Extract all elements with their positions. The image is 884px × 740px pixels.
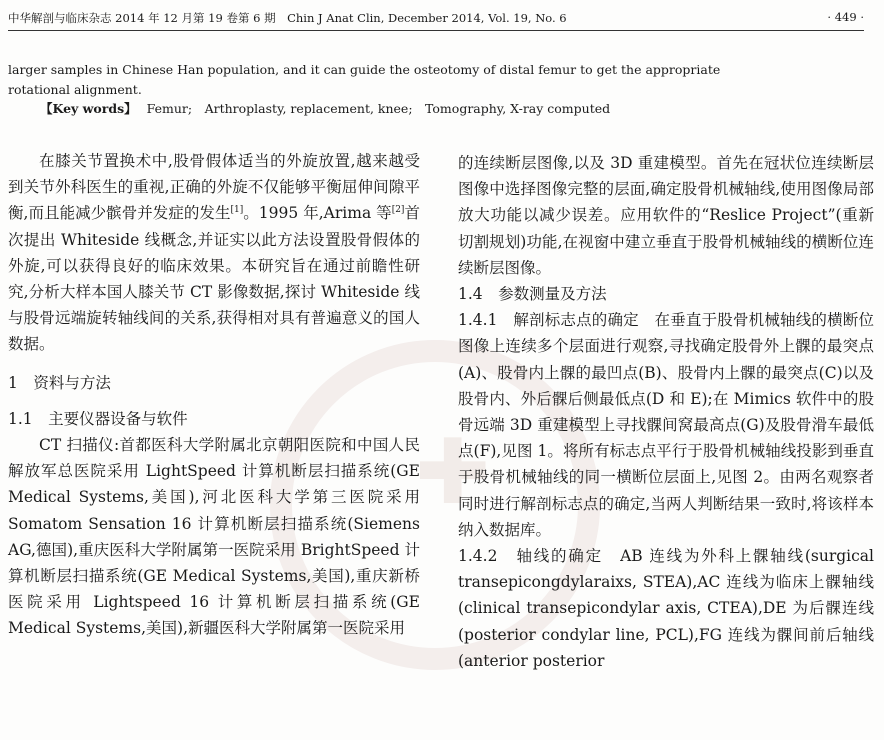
citation-1: [1] — [230, 205, 244, 216]
intro-text-c: 首次提出 Whiteside 线概念,并证实以此方法设置股骨假体的外旋,可以获得良好的临床效果。本研究旨在通过前瞻性研究,分析大样本国人膝关节 CT 影像数据,探讨 Whiteside 线与股骨远端旋转轴线间的关系,获得相对具有普遍意义的国人数据。 — [8, 204, 420, 354]
left-column — [8, 148, 420, 642]
keywords-text: Femur; Arthroplasty, replacement, knee; Tomography, X-ray computed — [146, 101, 611, 116]
intro-paragraph — [8, 148, 420, 358]
citation-2: [2] — [391, 205, 405, 216]
intro-text-a: 在膝关节置换术中,股骨假体适当的外旋放置,越来越受到关节外科医生的重视,正确的外旋不仅能够平衡屈伸间隙平衡,而且能减少髌骨并发症的发生 — [8, 152, 420, 223]
section-heading-methods: 1 资料与方法 — [8, 373, 111, 392]
running-header — [8, 8, 864, 31]
intro-text-b: 。1995 年,Arima 等 — [243, 204, 392, 223]
reconstruction-paragraph: 的连续断层图像,以及 3D 重建模型。首先在冠状位连续断层图像中选择图像完整的层面,确定股骨机械轴线,使用图像局部放大功能以减少误差。应用软件的“Reslice Project”(重新切割规划)功能,在视窗中建立垂直于股骨机械轴线的横断位连续断层图像。 — [458, 154, 874, 277]
journal-citation: 中华解剖与临床杂志 2014 年 12 月第 19 卷第 6 期 Chin J Anat Clin, December 2014, Vol. 19, No. 6 — [8, 11, 567, 25]
axes-paragraph: 1.4.2 轴线的确定 AB 连线为外科上髁轴线(surgical transepicongdylaraixs, STEA),AC 连线为临床上髁轴线(clinical transepicondylar axis, CTEA),DE 为后髁连线(posterior condylar line, PCL),FG 连线为髁间前后轴线(anterior posterior — [458, 547, 874, 670]
watermark-cross-icon: ✚ — [415, 420, 491, 525]
keywords-label: 【Key words】 — [40, 101, 137, 116]
subsection-heading-measurement: 1.4 参数测量及方法 — [458, 285, 607, 304]
abstract-tail: larger samples in Chinese Han population, and it can guide the osteotomy of distal femur to get the appropriate rotational alignment. — [8, 62, 721, 97]
keywords — [40, 99, 610, 117]
subsection-heading-equipment: 1.1 主要仪器设备与软件 — [8, 409, 188, 428]
page-number: · 449 · — [827, 10, 864, 24]
ct-scanner-paragraph: CT 扫描仪:首都医科大学附属北京朝阳医院和中国人民解放军总医院采用 LightSpeed 计算机断层扫描系统(GE Medical Systems,美国),河北医科大学第三医院采用 Somatom Sensation 16 计算机断层扫描系统(Siemens AG,德国),重庆医科大学附属第一医院采用 BrightSpeed 计算机断层扫描系统(GE Medical Systems,美国),重庆新桥医院采用 Lightspeed 16 计算机断层扫描系统(GE Medical Systems,美国),新疆医科大学附属第一医院采用 — [8, 436, 420, 638]
landmarks-paragraph: 1.4.1 解剖标志点的确定 在垂直于股骨机械轴线的横断位图像上连续多个层面进行观察,寻找确定股骨外上髁的最突点(A)、股骨内上髁的最凹点(B)、股骨内上髁的最突点(C)以及股骨内、外后髁后侧最低点(D 和 E);在 Mimics 软件中的股骨远端 3D 重建模型上寻找髁间窝最高点(G)及股骨滑车最低点(F),见图 1。将所有标志点平行于股骨机械轴线投影到垂直于股骨机械轴线的同一横断位层面上,见图 2。由两名观察者同时进行解剖标志点的确定,当两人判断结果一致时,将该样本纳入数据库。 — [458, 311, 874, 539]
right-column — [458, 150, 874, 674]
